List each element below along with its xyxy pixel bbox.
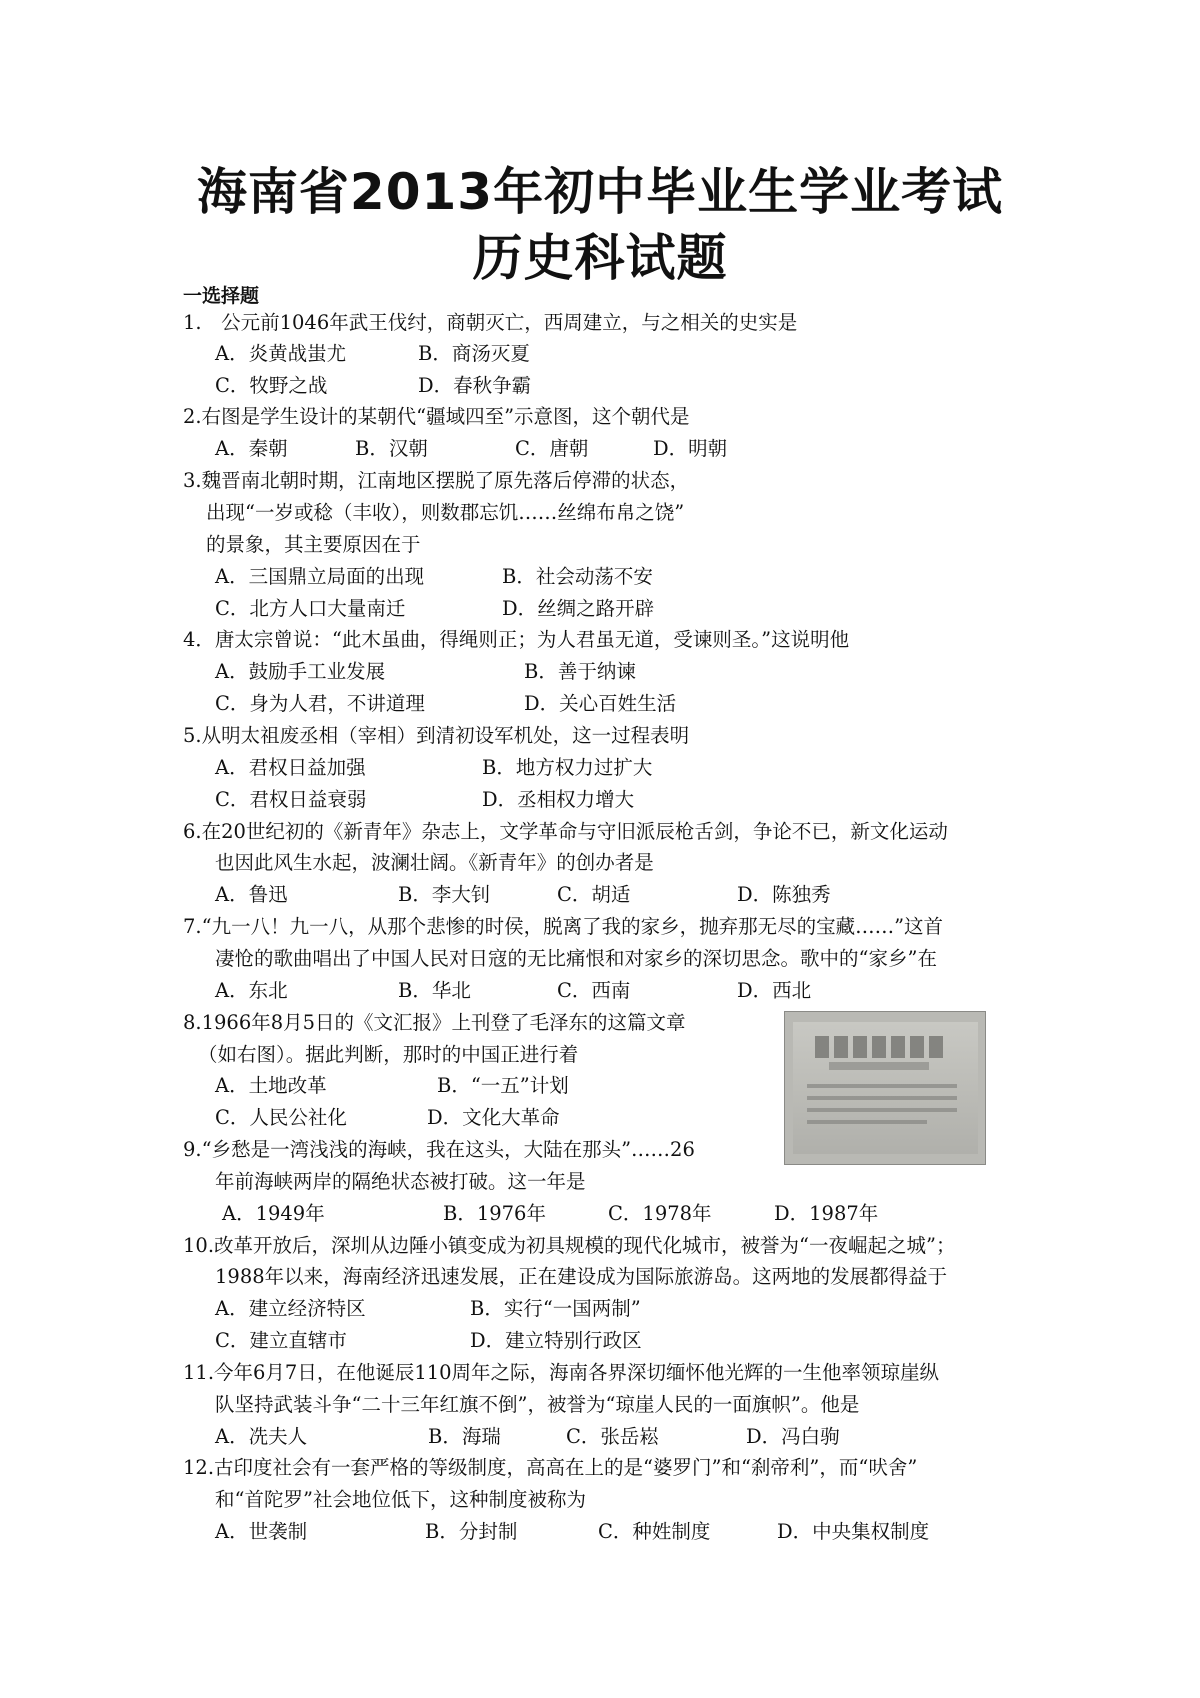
- question-10-stem-line-1: 10.改革开放后，深圳从边陲小镇变成为初具规模的现代化城市，被誉为“一夜崛起之城”；: [183, 1234, 956, 1257]
- question-6-option-a: A．鲁迅: [215, 883, 288, 906]
- question-10-option-b: B．实行“一国两制”: [470, 1297, 641, 1320]
- question-7-option-a: A．东北: [215, 979, 288, 1002]
- page-subtitle: 历史科试题: [472, 229, 728, 287]
- question-9-stem-line-1: 9.“乡愁是一湾浅浅的海峡，我在这头，大陆在那头”……26: [183, 1138, 695, 1161]
- question-11-option-d: D．冯白驹: [746, 1425, 840, 1448]
- question-12-option-b: B．分封制: [425, 1520, 518, 1543]
- question-3-stem-line-3: 的景象，其主要原因在于: [206, 533, 421, 556]
- question-12-option-d: D．中央集权制度: [777, 1520, 930, 1543]
- question-5-option-d: D．丞相权力增大: [482, 788, 635, 811]
- question-1-option-a: A．炎黄战蚩尤: [215, 342, 347, 365]
- question-5-option-b: B．地方权力过扩大: [482, 756, 653, 779]
- question-7-option-b: B．华北: [398, 979, 471, 1002]
- question-12-option-c: C．种姓制度: [598, 1520, 711, 1543]
- question-8-option-a: A．土地改革: [215, 1074, 327, 1097]
- question-2-option-c: C．唐朝: [515, 437, 589, 460]
- question-11-stem-line-2: 队坚持武装斗争“二十三年红旗不倒”，被誉为“琼崖人民的一面旗帜”。他是: [215, 1393, 860, 1416]
- question-9-stem-line-2: 年前海峡两岸的隔绝状态被打破。这一年是: [215, 1170, 586, 1193]
- question-11-option-b: B．海瑞: [428, 1425, 501, 1448]
- question-3-stem-line-2: 出现“一岁或稔（丰收），则数郡忘饥……丝绵布帛之饶”: [206, 501, 685, 524]
- question-9-option-d: D．1987年: [774, 1202, 879, 1225]
- question-10-stem-line-2: 1988年以来，海南经济迅速发展，正在建设成为国际旅游岛。这两地的发展都得益于: [215, 1265, 948, 1288]
- question-11-option-a: A．冼夫人: [215, 1425, 308, 1448]
- question-1-option-d: D．春秋争霸: [418, 374, 532, 397]
- question-7-stem-line-1: 7.“九一八！九一八，从那个悲惨的时侯，脱离了我的家乡，抛弃那无尽的宝藏……”这首: [183, 915, 944, 938]
- question-7-option-d: D．西北: [737, 979, 812, 1002]
- question-5-option-a: A．君权日益加强: [215, 756, 366, 779]
- question-11-stem-line-1: 11.今年6月7日，在他诞辰110周年之际，海南各界深切缅怀他光辉的一生他率领琼崖纵: [183, 1361, 940, 1384]
- question-6-option-b: B．李大钊: [398, 883, 491, 906]
- question-7-stem-line-2: 凄怆的歌曲唱出了中国人民对日寇的无比痛恨和对家乡的深切思念。歌中的“家乡”在: [215, 947, 937, 970]
- question-3-stem-line-1: 3.魏晋南北朝时期，江南地区摆脱了原先落后停滞的状态，: [183, 469, 690, 492]
- question-8-stem-line-2: （如右图）。据此判断，那时的中国正进行着: [198, 1043, 579, 1066]
- newspaper-photo: [784, 1011, 986, 1165]
- question-9-option-a: A．1949年: [222, 1202, 325, 1225]
- question-8-stem-line-1: 8.1966年8月5日的《文汇报》上刊登了毛泽东的这篇文章: [183, 1011, 686, 1034]
- question-12-stem-line-1: 12.古印度社会有一套严格的等级制度，高高在上的是“婆罗门”和“刹帝利”，而“吠舍”: [183, 1456, 918, 1479]
- question-1-option-b: B．商汤灭夏: [418, 342, 530, 365]
- question-3-option-c: C．北方人口大量南迁: [215, 597, 406, 620]
- question-6-stem-line-2: 也因此风生水起，波澜壮阔。《新青年》的创办者是: [215, 851, 654, 874]
- question-12-option-a: A．世袭制: [215, 1520, 308, 1543]
- question-4-option-b: B．善于纳谏: [524, 660, 636, 683]
- question-4-option-a: A．鼓励手工业发展: [215, 660, 386, 683]
- question-1-option-c: C．牧野之战: [215, 374, 328, 397]
- question-3-option-d: D．丝绸之路开辟: [502, 597, 655, 620]
- question-8-option-b: B．“一五”计划: [437, 1074, 569, 1097]
- question-4-option-d: D．关心百姓生活: [524, 692, 677, 715]
- question-4-stem: 4．唐太宗曾说：“此木虽曲，得绳则正；为人君虽无道，受谏则圣。”这说明他: [183, 628, 850, 651]
- question-1-stem: 1. 公元前1046年武王伐纣，商朝灭亡，西周建立，与之相关的史实是: [183, 311, 798, 334]
- question-9-option-b: B．1976年: [443, 1202, 546, 1225]
- question-3-option-a: A．三国鼎立局面的出现: [215, 565, 425, 588]
- question-8-option-d: D．文化大革命: [427, 1106, 560, 1129]
- question-6-stem-line-1: 6.在20世纪初的《新青年》杂志上，文学革命与守旧派辰枪舌剑，争论不已，新文化运动: [183, 820, 948, 843]
- question-2-option-a: A．秦朝: [215, 437, 288, 460]
- page-title: 海南省2013年初中毕业生学业考试: [196, 163, 1004, 221]
- section-heading: 一选择题: [183, 285, 260, 307]
- question-3-option-b: B．社会动荡不安: [502, 565, 653, 588]
- question-6-option-d: D．陈独秀: [737, 883, 831, 906]
- question-9-option-c: C．1978年: [608, 1202, 712, 1225]
- question-4-option-c: C．身为人君，不讲道理: [215, 692, 425, 715]
- question-10-option-d: D．建立特别行政区: [470, 1329, 642, 1352]
- question-2-option-d: D．明朝: [653, 437, 728, 460]
- question-2-option-b: B．汉朝: [355, 437, 428, 460]
- question-5-stem: 5.从明太祖废丞相（宰相）到清初设军机处，这一过程表明: [183, 724, 690, 747]
- question-11-option-c: C．张岳崧: [566, 1425, 659, 1448]
- question-2-stem: 2.右图是学生设计的某朝代“疆域四至”示意图，这个朝代是: [183, 405, 690, 428]
- question-6-option-c: C．胡适: [557, 883, 631, 906]
- question-5-option-c: C．君权日益衰弱: [215, 788, 367, 811]
- question-10-option-a: A．建立经济特区: [215, 1297, 366, 1320]
- question-12-stem-line-2: 和“首陀罗”社会地位低下，这种制度被称为: [215, 1488, 586, 1511]
- question-10-option-c: C．建立直辖市: [215, 1329, 347, 1352]
- question-7-option-c: C．西南: [557, 979, 631, 1002]
- question-8-option-c: C．人民公社化: [215, 1106, 347, 1129]
